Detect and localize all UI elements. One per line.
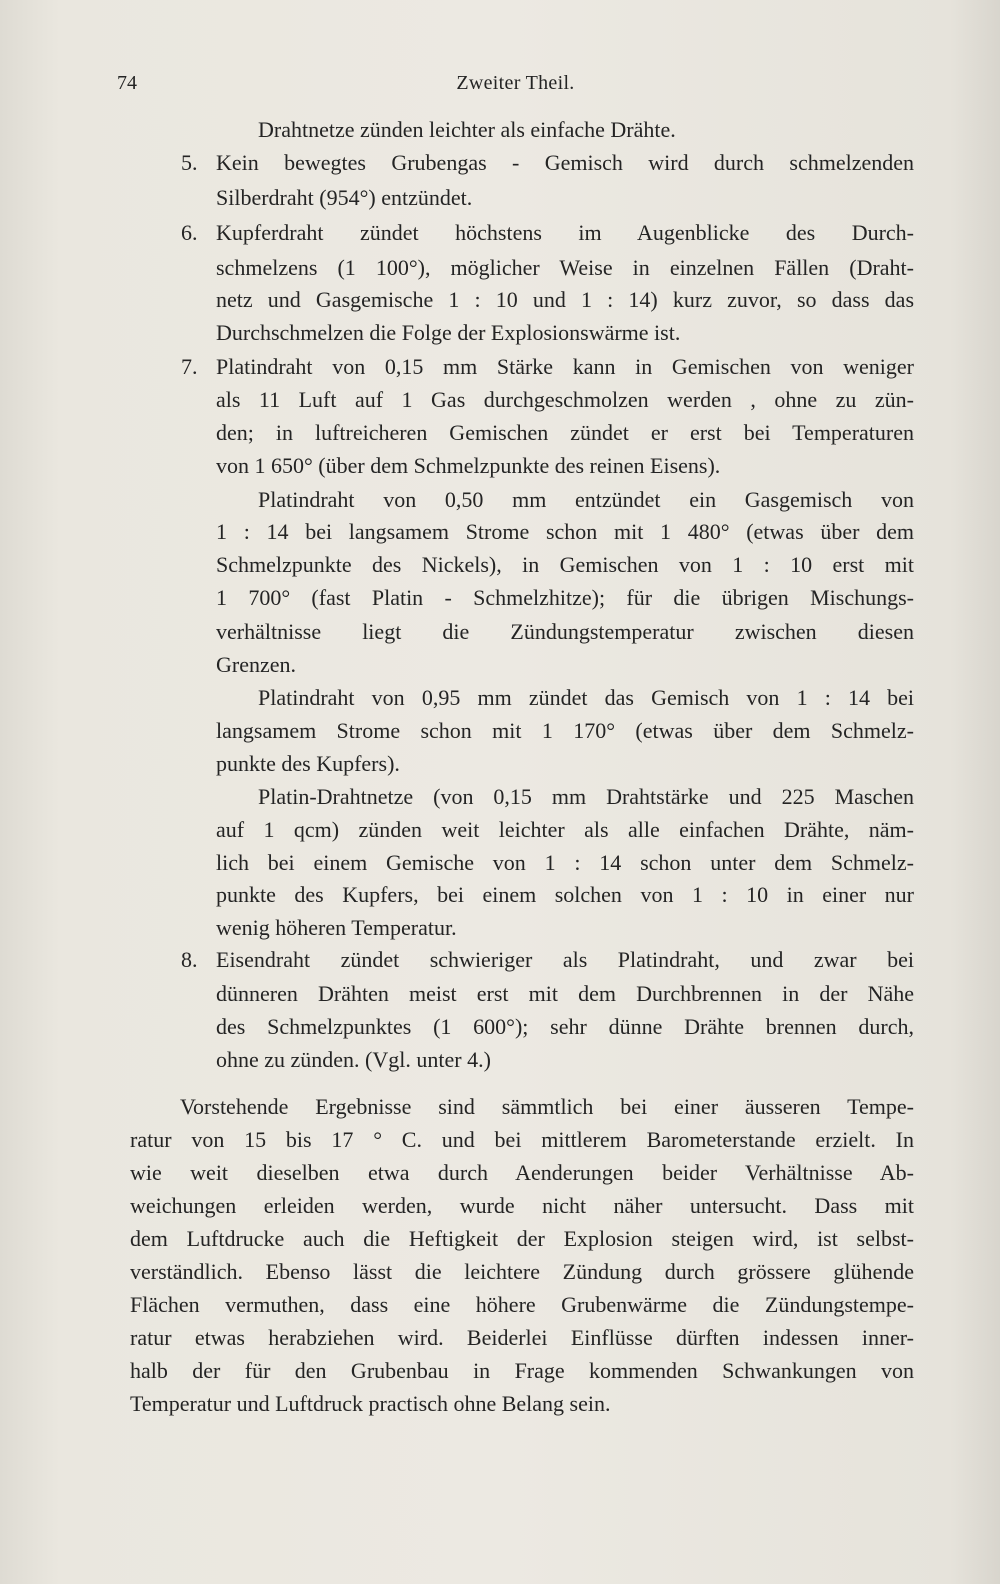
text-line: Eisendraht zündet schwieriger als Platindraht, und zwar bei bbox=[216, 947, 914, 972]
text-line: ratur etwas herabziehen wird. Beiderlei Einflüsse dürften indessen inner- bbox=[130, 1325, 914, 1350]
text-line: schmelzens (1 100°), möglicher Weise in einzelnen Fällen (Draht- bbox=[216, 255, 914, 280]
text-line: verständlich. Ebenso lässt die leichtere Zündung durch grössere glühende bbox=[130, 1259, 914, 1284]
text-line: als 11 Luft auf 1 Gas durchgeschmolzen werden , ohne zu zün- bbox=[216, 387, 914, 412]
item-number: 5. bbox=[181, 150, 198, 175]
text-line: Grenzen. bbox=[216, 652, 297, 677]
text-line: Temperatur und Luftdruck practisch ohne Belang sein. bbox=[130, 1391, 611, 1416]
text-line: Schmelzpunkte des Nickels), in Gemischen von 1 : 10 erst mit bbox=[216, 552, 914, 577]
text-line: des Schmelzpunktes (1 600°); sehr dünne Drähte brennen durch, bbox=[216, 1014, 914, 1039]
text-line: langsamem Strome schon mit 1 170° (etwas über dem Schmelz- bbox=[216, 718, 914, 743]
text-line: auf 1 qcm) zünden weit leichter als alle einfachen Drähte, näm- bbox=[216, 817, 914, 842]
page-number: 74 bbox=[117, 72, 137, 94]
text-line: lich bei einem Gemische von 1 : 14 schon unter dem Schmelz- bbox=[216, 850, 914, 875]
text-line: Platin-Drahtnetze (von 0,15 mm Drahtstärke und 225 Maschen bbox=[258, 784, 914, 809]
text-line: Flächen vermuthen, dass eine höhere Grubenwärme die Zündungstempe- bbox=[130, 1292, 914, 1317]
text-line: ratur von 15 bis 17 ° C. und bei mittlerem Barometerstande erzielt. In bbox=[130, 1127, 914, 1152]
text-line: verhältnisse liegt die Zündungstemperatur zwischen diesen bbox=[216, 619, 914, 644]
text-line: Platindraht von 0,15 mm Stärke kann in Gemischen von weniger bbox=[216, 354, 914, 379]
running-head: Zweiter Theil. bbox=[456, 72, 575, 94]
text-line: Vorstehende Ergebnisse sind sämmtlich bei einer äusseren Tempe- bbox=[180, 1094, 914, 1119]
text-line: Kein bewegtes Grubengas - Gemisch wird durch schmelzenden bbox=[216, 150, 914, 175]
text-line: punkte des Kupfers). bbox=[216, 751, 400, 776]
text-line: dem Luftdrucke auch die Heftigkeit der Explosion steigen wird, ist selbst- bbox=[130, 1226, 914, 1251]
item-number: 8. bbox=[181, 947, 198, 972]
text-line: Kupferdraht zündet höchstens im Augenblicke des Durch- bbox=[216, 220, 914, 245]
item-number: 7. bbox=[181, 354, 198, 379]
text-line: 1 : 14 bei langsamem Strome schon mit 1 480° (etwas über dem bbox=[216, 519, 914, 544]
text-line: den; in luftreicheren Gemischen zündet er erst bei Temperaturen bbox=[216, 420, 914, 445]
text-line: dünneren Drähten meist erst mit dem Durchbrennen in der Nähe bbox=[216, 981, 914, 1006]
text-line: Drahtnetze zünden leichter als einfache Drähte. bbox=[258, 117, 676, 142]
text-line: Platindraht von 0,50 mm entzündet ein Gasgemisch von bbox=[258, 487, 914, 512]
page-header bbox=[117, 72, 914, 104]
text-line: Platindraht von 0,95 mm zündet das Gemisch von 1 : 14 bei bbox=[258, 685, 914, 710]
text-line: ohne zu zünden. (Vgl. unter 4.) bbox=[216, 1047, 491, 1072]
text-line: von 1 650° (über dem Schmelzpunkte des reinen Eisens). bbox=[216, 453, 721, 478]
text-line: wie weit dieselben etwa durch Aenderungen beider Verhältnisse Ab- bbox=[130, 1160, 914, 1185]
text-line: Durchschmelzen die Folge der Explosionswärme ist. bbox=[216, 320, 681, 345]
text-line: punkte des Kupfers, bei einem solchen von 1 : 10 in einer nur bbox=[216, 882, 914, 907]
text-line: halb der für den Grubenbau in Frage kommenden Schwankungen von bbox=[130, 1358, 914, 1383]
item-number: 6. bbox=[181, 220, 198, 245]
text-line: wenig höheren Temperatur. bbox=[216, 915, 457, 940]
text-line: netz und Gasgemische 1 : 10 und 1 : 14) kurz zuvor, so dass das bbox=[216, 287, 914, 312]
text-line: 1 700° (fast Platin - Schmelzhitze); für die übrigen Mischungs- bbox=[216, 585, 914, 610]
text-line: weichungen erleiden werden, wurde nicht näher untersucht. Dass mit bbox=[130, 1193, 914, 1218]
text-line: Silberdraht (954°) entzündet. bbox=[216, 185, 473, 210]
